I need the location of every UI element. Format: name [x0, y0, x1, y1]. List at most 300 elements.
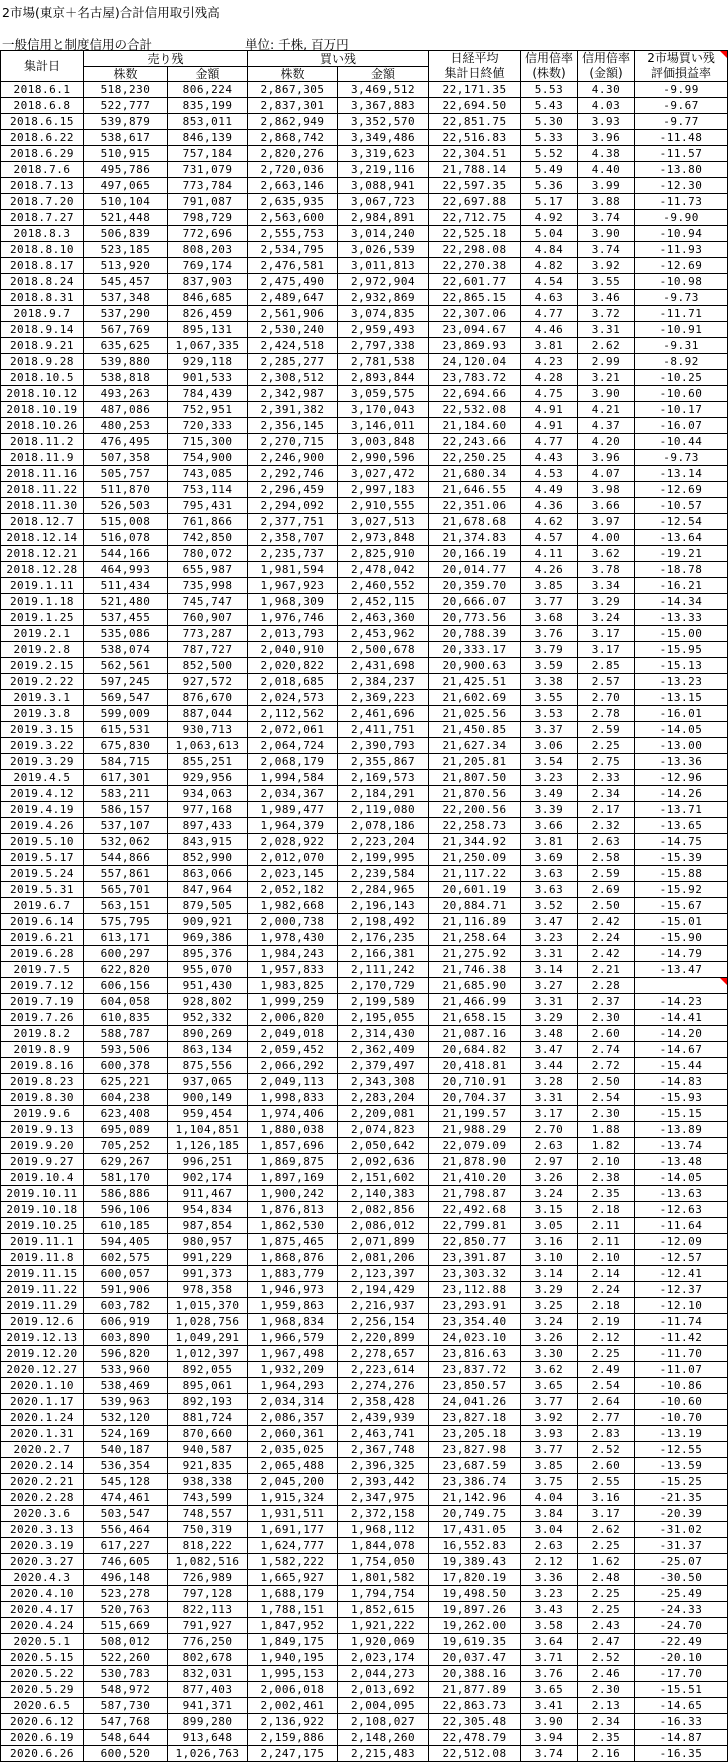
comment-marker-icon — [720, 51, 727, 58]
cell-pl-ratio: -10.44 — [635, 434, 728, 450]
cell-buy-shares: 2,862,949 — [248, 114, 338, 130]
cell-ratio-shares: 3.66 — [521, 818, 578, 834]
cell-sell-shares: 575,795 — [84, 914, 168, 930]
cell-buy-shares: 2,868,742 — [248, 130, 338, 146]
cell-buy-shares: 2,012,070 — [248, 850, 338, 866]
cell-ratio-amount: 2.75 — [578, 754, 635, 770]
table-row — [1, 962, 728, 978]
cell-ratio-shares: 3.52 — [521, 898, 578, 914]
cell-buy-amount: 3,170,043 — [338, 402, 429, 418]
cell-nikkei-close: 19,619.35 — [429, 1634, 521, 1650]
cell-date: 2020.4.17 — [1, 1602, 84, 1618]
cell-date: 2018.8.17 — [1, 258, 84, 274]
cell-ratio-shares: 3.81 — [521, 338, 578, 354]
cell-ratio-amount: 3.62 — [578, 546, 635, 562]
cell-buy-amount: 3,088,941 — [338, 178, 429, 194]
cell-pl-ratio: -11.71 — [635, 306, 728, 322]
cell-buy-amount: 2,108,027 — [338, 1714, 429, 1730]
cell-sell-amount: 927,572 — [168, 674, 248, 690]
cell-buy-shares: 1,946,973 — [248, 1282, 338, 1298]
cell-buy-amount: 3,219,116 — [338, 162, 429, 178]
cell-buy-shares: 1,995,153 — [248, 1666, 338, 1682]
table-body — [1, 82, 728, 1762]
cell-nikkei-close: 21,142.96 — [429, 1490, 521, 1506]
cell-buy-amount: 2,343,308 — [338, 1074, 429, 1090]
cell-sell-shares: 606,919 — [84, 1314, 168, 1330]
cell-sell-shares: 623,408 — [84, 1106, 168, 1122]
cell-sell-shares: 532,062 — [84, 834, 168, 850]
cell-date: 2020.5.29 — [1, 1682, 84, 1698]
cell-pl-ratio: -15.00 — [635, 626, 728, 642]
table-row — [1, 1378, 728, 1394]
cell-buy-amount: 2,825,910 — [338, 546, 429, 562]
cell-sell-amount: 977,168 — [168, 802, 248, 818]
cell-ratio-amount: 3.46 — [578, 290, 635, 306]
cell-sell-amount: 797,128 — [168, 1586, 248, 1602]
cell-sell-shares: 596,820 — [84, 1346, 168, 1362]
cell-buy-amount: 2,078,186 — [338, 818, 429, 834]
cell-sell-shares: 600,378 — [84, 1058, 168, 1074]
table-row — [1, 354, 728, 370]
cell-ratio-shares: 3.23 — [521, 770, 578, 786]
cell-buy-amount: 2,170,729 — [338, 978, 429, 994]
table-row — [1, 946, 728, 962]
cell-pl-ratio: -13.23 — [635, 674, 728, 690]
cell-pl-ratio: -10.94 — [635, 226, 728, 242]
col-header-sell-shares: 株数 — [84, 67, 168, 82]
cell-buy-amount: 1,754,050 — [338, 1554, 429, 1570]
cell-ratio-shares: 3.53 — [521, 706, 578, 722]
cell-sell-shares: 510,915 — [84, 146, 168, 162]
cell-date: 2019.4.26 — [1, 818, 84, 834]
cell-buy-shares: 2,023,145 — [248, 866, 338, 882]
cell-pl-ratio: -11.74 — [635, 1314, 728, 1330]
table-row — [1, 690, 728, 706]
cell-date: 2019.6.7 — [1, 898, 84, 914]
cell-sell-amount: 773,287 — [168, 626, 248, 642]
table-row — [1, 242, 728, 258]
cell-sell-shares: 476,495 — [84, 434, 168, 450]
table-row — [1, 1330, 728, 1346]
cell-nikkei-close: 21,466.99 — [429, 994, 521, 1010]
cell-nikkei-close: 23,869.93 — [429, 338, 521, 354]
cell-sell-amount: 952,332 — [168, 1010, 248, 1026]
cell-date: 2020.3.6 — [1, 1506, 84, 1522]
cell-sell-shares: 596,106 — [84, 1202, 168, 1218]
cell-ratio-shares: 3.71 — [521, 1650, 578, 1666]
cell-ratio-shares: 3.14 — [521, 1266, 578, 1282]
cell-sell-amount: 784,439 — [168, 386, 248, 402]
col-header-pl-ratio — [635, 51, 728, 82]
cell-date: 2018.11.30 — [1, 498, 84, 514]
margin-balance-table — [0, 50, 728, 1762]
cell-buy-amount: 3,349,486 — [338, 130, 429, 146]
cell-buy-shares: 2,034,314 — [248, 1394, 338, 1410]
cell-sell-amount: 743,599 — [168, 1490, 248, 1506]
col-header-ratio-amount-line2: (金額) — [589, 66, 623, 80]
cell-sell-shares: 532,120 — [84, 1410, 168, 1426]
cell-ratio-amount: 2.14 — [578, 1266, 635, 1282]
table-row — [1, 898, 728, 914]
cell-buy-shares: 2,720,036 — [248, 162, 338, 178]
cell-date: 2020.12.27 — [1, 1362, 84, 1378]
cell-ratio-amount: 2.69 — [578, 882, 635, 898]
cell-date: 2019.5.24 — [1, 866, 84, 882]
cell-ratio-shares: 4.23 — [521, 354, 578, 370]
cell-pl-ratio: -11.57 — [635, 146, 728, 162]
cell-ratio-amount: 4.40 — [578, 162, 635, 178]
cell-buy-amount: 2,082,856 — [338, 1202, 429, 1218]
cell-sell-shares: 495,786 — [84, 162, 168, 178]
cell-buy-shares: 2,563,600 — [248, 210, 338, 226]
cell-sell-amount: 899,280 — [168, 1714, 248, 1730]
cell-date: 2020.3.13 — [1, 1522, 84, 1538]
cell-date: 2020.6.19 — [1, 1730, 84, 1746]
cell-buy-shares: 2,246,900 — [248, 450, 338, 466]
cell-ratio-amount: 2.34 — [578, 786, 635, 802]
cell-pl-ratio: -10.60 — [635, 386, 728, 402]
cell-buy-shares: 2,235,737 — [248, 546, 338, 562]
cell-ratio-amount: 2.18 — [578, 1202, 635, 1218]
cell-date: 2018.10.5 — [1, 370, 84, 386]
table-row — [1, 1074, 728, 1090]
cell-pl-ratio: -15.39 — [635, 850, 728, 866]
cell-buy-shares: 1,968,834 — [248, 1314, 338, 1330]
cell-nikkei-close: 23,783.72 — [429, 370, 521, 386]
cell-sell-shares: 617,301 — [84, 770, 168, 786]
cell-ratio-amount: 2.85 — [578, 658, 635, 674]
cell-sell-amount: 938,338 — [168, 1474, 248, 1490]
cell-buy-shares: 2,530,240 — [248, 322, 338, 338]
col-header-date: 集計日 — [1, 51, 84, 82]
cell-date: 2018.9.21 — [1, 338, 84, 354]
table-row — [1, 1714, 728, 1730]
cell-date: 2020.2.28 — [1, 1490, 84, 1506]
cell-pl-ratio: -12.10 — [635, 1298, 728, 1314]
cell-ratio-shares: 3.24 — [521, 1314, 578, 1330]
table-row — [1, 866, 728, 882]
table-row — [1, 1362, 728, 1378]
cell-buy-amount: 2,314,430 — [338, 1026, 429, 1042]
cell-date: 2019.5.17 — [1, 850, 84, 866]
cell-buy-shares: 2,555,753 — [248, 226, 338, 242]
table-row — [1, 1490, 728, 1506]
cell-nikkei-close: 20,388.16 — [429, 1666, 521, 1682]
cell-date: 2020.1.17 — [1, 1394, 84, 1410]
cell-sell-amount: 921,835 — [168, 1458, 248, 1474]
cell-nikkei-close: 22,079.09 — [429, 1138, 521, 1154]
cell-buy-amount: 2,216,937 — [338, 1298, 429, 1314]
cell-ratio-shares: 3.37 — [521, 722, 578, 738]
cell-nikkei-close: 22,200.56 — [429, 802, 521, 818]
cell-nikkei-close: 21,184.60 — [429, 418, 521, 434]
cell-pl-ratio: -20.39 — [635, 1506, 728, 1522]
cell-date: 2019.10.4 — [1, 1170, 84, 1186]
table-row — [1, 562, 728, 578]
cell-ratio-shares: 3.47 — [521, 914, 578, 930]
cell-buy-shares: 2,837,301 — [248, 98, 338, 114]
cell-sell-shares: 530,783 — [84, 1666, 168, 1682]
cell-date: 2018.11.16 — [1, 466, 84, 482]
cell-nikkei-close: 21,878.90 — [429, 1154, 521, 1170]
cell-nikkei-close: 21,627.34 — [429, 738, 521, 754]
cell-ratio-amount: 2.42 — [578, 946, 635, 962]
cell-sell-shares: 604,058 — [84, 994, 168, 1010]
table-row — [1, 338, 728, 354]
cell-sell-shares: 622,820 — [84, 962, 168, 978]
cell-sell-amount: 890,269 — [168, 1026, 248, 1042]
cell-date: 2019.11.1 — [1, 1234, 84, 1250]
cell-ratio-shares: 4.49 — [521, 482, 578, 498]
cell-buy-shares: 2,018,685 — [248, 674, 338, 690]
cell-date: 2019.1.11 — [1, 578, 84, 594]
cell-sell-shares: 635,625 — [84, 338, 168, 354]
cell-buy-shares: 2,064,724 — [248, 738, 338, 754]
col-header-ratio-shares — [521, 51, 578, 82]
cell-ratio-amount: 2.35 — [578, 1730, 635, 1746]
cell-sell-amount: 980,957 — [168, 1234, 248, 1250]
cell-sell-amount: 808,203 — [168, 242, 248, 258]
cell-sell-shares: 524,169 — [84, 1426, 168, 1442]
cell-pl-ratio: -14.23 — [635, 994, 728, 1010]
cell-ratio-amount: 2.63 — [578, 834, 635, 850]
cell-buy-amount: 2,959,493 — [338, 322, 429, 338]
cell-ratio-shares: 4.28 — [521, 370, 578, 386]
cell-pl-ratio: -22.49 — [635, 1634, 728, 1650]
cell-pl-ratio: -10.91 — [635, 322, 728, 338]
table-row — [1, 274, 728, 290]
cell-sell-amount: 780,072 — [168, 546, 248, 562]
cell-buy-amount: 2,500,678 — [338, 642, 429, 658]
cell-buy-amount: 2,460,552 — [338, 578, 429, 594]
cell-nikkei-close: 21,870.56 — [429, 786, 521, 802]
cell-ratio-shares: 4.75 — [521, 386, 578, 402]
cell-ratio-shares: 4.91 — [521, 418, 578, 434]
cell-sell-amount: 832,031 — [168, 1666, 248, 1682]
cell-sell-shares: 615,531 — [84, 722, 168, 738]
cell-buy-shares: 2,356,145 — [248, 418, 338, 434]
cell-ratio-shares: 4.84 — [521, 242, 578, 258]
cell-buy-amount: 2,256,154 — [338, 1314, 429, 1330]
cell-sell-shares: 497,065 — [84, 178, 168, 194]
cell-buy-shares: 2,136,922 — [248, 1714, 338, 1730]
cell-buy-shares: 1,582,222 — [248, 1554, 338, 1570]
cell-sell-shares: 625,221 — [84, 1074, 168, 1090]
cell-buy-amount: 2,910,555 — [338, 498, 429, 514]
table-row — [1, 1026, 728, 1042]
cell-sell-amount: 1,012,397 — [168, 1346, 248, 1362]
cell-ratio-shares: 3.04 — [521, 1522, 578, 1538]
table-row — [1, 770, 728, 786]
cell-ratio-shares: 4.92 — [521, 210, 578, 226]
cell-date: 2019.8.30 — [1, 1090, 84, 1106]
cell-sell-shares: 548,644 — [84, 1730, 168, 1746]
cell-buy-shares: 1,967,498 — [248, 1346, 338, 1362]
cell-ratio-shares: 3.05 — [521, 1218, 578, 1234]
cell-ratio-amount: 2.19 — [578, 1314, 635, 1330]
table-row — [1, 802, 728, 818]
cell-ratio-shares: 3.48 — [521, 1026, 578, 1042]
cell-ratio-amount: 2.50 — [578, 1074, 635, 1090]
cell-buy-shares: 1,974,406 — [248, 1106, 338, 1122]
cell-sell-amount: 752,951 — [168, 402, 248, 418]
cell-ratio-amount: 2.55 — [578, 1474, 635, 1490]
cell-buy-amount: 2,984,891 — [338, 210, 429, 226]
cell-buy-shares: 2,013,793 — [248, 626, 338, 642]
cell-pl-ratio: -25.49 — [635, 1586, 728, 1602]
cell-ratio-shares: 3.47 — [521, 1042, 578, 1058]
cell-pl-ratio: -14.83 — [635, 1074, 728, 1090]
cell-sell-amount: 887,044 — [168, 706, 248, 722]
col-header-buy-amount: 金額 — [338, 67, 429, 82]
cell-pl-ratio: -15.25 — [635, 1474, 728, 1490]
cell-buy-shares: 2,342,987 — [248, 386, 338, 402]
cell-ratio-shares: 3.23 — [521, 1586, 578, 1602]
table-row — [1, 514, 728, 530]
cell-buy-amount: 3,074,835 — [338, 306, 429, 322]
cell-ratio-amount: 3.92 — [578, 258, 635, 274]
cell-buy-amount: 2,199,589 — [338, 994, 429, 1010]
cell-pl-ratio: -11.70 — [635, 1346, 728, 1362]
table-row — [1, 1602, 728, 1618]
cell-buy-amount: 2,198,492 — [338, 914, 429, 930]
cell-buy-shares: 2,296,459 — [248, 482, 338, 498]
cell-buy-shares: 1,976,746 — [248, 610, 338, 626]
cell-date: 2019.8.2 — [1, 1026, 84, 1042]
cell-date: 2019.9.6 — [1, 1106, 84, 1122]
cell-sell-shares: 600,057 — [84, 1266, 168, 1282]
cell-ratio-amount: 3.74 — [578, 210, 635, 226]
col-header-sell-amount: 金額 — [168, 67, 248, 82]
cell-buy-amount: 1,852,615 — [338, 1602, 429, 1618]
cell-nikkei-close: 16,552.83 — [429, 1538, 521, 1554]
col-header-nikkei-line1: 日経平均 — [450, 51, 499, 65]
cell-nikkei-close: 21,602.69 — [429, 690, 521, 706]
table-row — [1, 1138, 728, 1154]
table-row — [1, 482, 728, 498]
cell-nikkei-close: 20,418.81 — [429, 1058, 521, 1074]
cell-buy-amount: 3,027,513 — [338, 514, 429, 530]
cell-nikkei-close: 21,374.83 — [429, 530, 521, 546]
cell-pl-ratio: -15.90 — [635, 930, 728, 946]
cell-pl-ratio: -12.69 — [635, 258, 728, 274]
cell-buy-amount: 2,223,204 — [338, 834, 429, 850]
cell-nikkei-close: 21,988.29 — [429, 1122, 521, 1138]
cell-date: 2020.4.10 — [1, 1586, 84, 1602]
cell-nikkei-close: 23,827.98 — [429, 1442, 521, 1458]
table-row — [1, 994, 728, 1010]
cell-sell-amount: 826,459 — [168, 306, 248, 322]
table-row — [1, 1298, 728, 1314]
cell-date: 2018.8.31 — [1, 290, 84, 306]
cell-buy-shares: 2,820,276 — [248, 146, 338, 162]
cell-buy-shares: 1,968,309 — [248, 594, 338, 610]
cell-ratio-amount: 2.46 — [578, 1666, 635, 1682]
cell-ratio-amount: 2.59 — [578, 722, 635, 738]
cell-sell-shares: 610,835 — [84, 1010, 168, 1026]
cell-date: 2018.8.10 — [1, 242, 84, 258]
cell-sell-shares: 535,086 — [84, 626, 168, 642]
cell-sell-shares: 523,185 — [84, 242, 168, 258]
cell-date: 2018.10.12 — [1, 386, 84, 402]
cell-ratio-shares: 3.55 — [521, 690, 578, 706]
cell-date: 2019.10.11 — [1, 1186, 84, 1202]
cell-buy-amount: 2,050,642 — [338, 1138, 429, 1154]
cell-sell-amount: 930,713 — [168, 722, 248, 738]
cell-date: 2020.5.15 — [1, 1650, 84, 1666]
cell-buy-amount: 2,148,260 — [338, 1730, 429, 1746]
col-header-buy-shares: 株数 — [248, 67, 338, 82]
table-row — [1, 722, 728, 738]
cell-pl-ratio: -24.33 — [635, 1602, 728, 1618]
cell-nikkei-close: 22,601.77 — [429, 274, 521, 290]
table-row — [1, 1442, 728, 1458]
cell-buy-amount: 2,358,428 — [338, 1394, 429, 1410]
table-row — [1, 1202, 728, 1218]
cell-date: 2019.6.21 — [1, 930, 84, 946]
cell-date: 2019.9.20 — [1, 1138, 84, 1154]
cell-buy-amount: 2,239,584 — [338, 866, 429, 882]
cell-nikkei-close: 20,684.82 — [429, 1042, 521, 1058]
cell-sell-amount: 911,467 — [168, 1186, 248, 1202]
cell-pl-ratio: -21.35 — [635, 1490, 728, 1506]
cell-nikkei-close: 23,094.67 — [429, 322, 521, 338]
cell-sell-amount: 1,026,763 — [168, 1746, 248, 1762]
cell-ratio-amount: 3.99 — [578, 178, 635, 194]
cell-pl-ratio: -13.14 — [635, 466, 728, 482]
table-row — [1, 1506, 728, 1522]
cell-sell-shares: 464,993 — [84, 562, 168, 578]
cell-buy-shares: 1,964,293 — [248, 1378, 338, 1394]
cell-ratio-shares: 3.77 — [521, 594, 578, 610]
cell-date: 2020.3.27 — [1, 1554, 84, 1570]
cell-nikkei-close: 22,243.66 — [429, 434, 521, 450]
cell-ratio-amount: 2.35 — [578, 1186, 635, 1202]
cell-ratio-shares: 3.93 — [521, 1426, 578, 1442]
cell-nikkei-close: 22,697.88 — [429, 194, 521, 210]
cell-ratio-amount: 4.20 — [578, 434, 635, 450]
cell-ratio-shares: 3.15 — [521, 1202, 578, 1218]
cell-pl-ratio: -15.95 — [635, 642, 728, 658]
cell-nikkei-close: 21,025.56 — [429, 706, 521, 722]
cell-sell-shares: 586,886 — [84, 1186, 168, 1202]
cell-sell-shares: 569,547 — [84, 690, 168, 706]
cell-buy-shares: 1,989,477 — [248, 802, 338, 818]
cell-buy-shares: 2,270,715 — [248, 434, 338, 450]
cell-nikkei-close: 22,850.77 — [429, 1234, 521, 1250]
cell-sell-amount: 875,556 — [168, 1058, 248, 1074]
cell-buy-amount: 3,469,512 — [338, 82, 429, 98]
cell-date: 2018.9.14 — [1, 322, 84, 338]
cell-buy-shares: 2,024,573 — [248, 690, 338, 706]
cell-nikkei-close: 24,120.04 — [429, 354, 521, 370]
cell-ratio-shares: 4.77 — [521, 306, 578, 322]
table-row — [1, 386, 728, 402]
table-row — [1, 1266, 728, 1282]
cell-pl-ratio: -14.67 — [635, 1042, 728, 1058]
cell-buy-amount: 3,014,240 — [338, 226, 429, 242]
cell-sell-amount: 720,333 — [168, 418, 248, 434]
cell-sell-amount: 769,174 — [168, 258, 248, 274]
cell-sell-shares: 591,906 — [84, 1282, 168, 1298]
cell-ratio-shares: 3.14 — [521, 962, 578, 978]
cell-ratio-shares: 4.53 — [521, 466, 578, 482]
cell-sell-amount: 978,358 — [168, 1282, 248, 1298]
table-row — [1, 1010, 728, 1026]
cell-ratio-amount: 3.78 — [578, 562, 635, 578]
cell-ratio-shares: 5.33 — [521, 130, 578, 146]
cell-buy-amount: 1,801,582 — [338, 1570, 429, 1586]
